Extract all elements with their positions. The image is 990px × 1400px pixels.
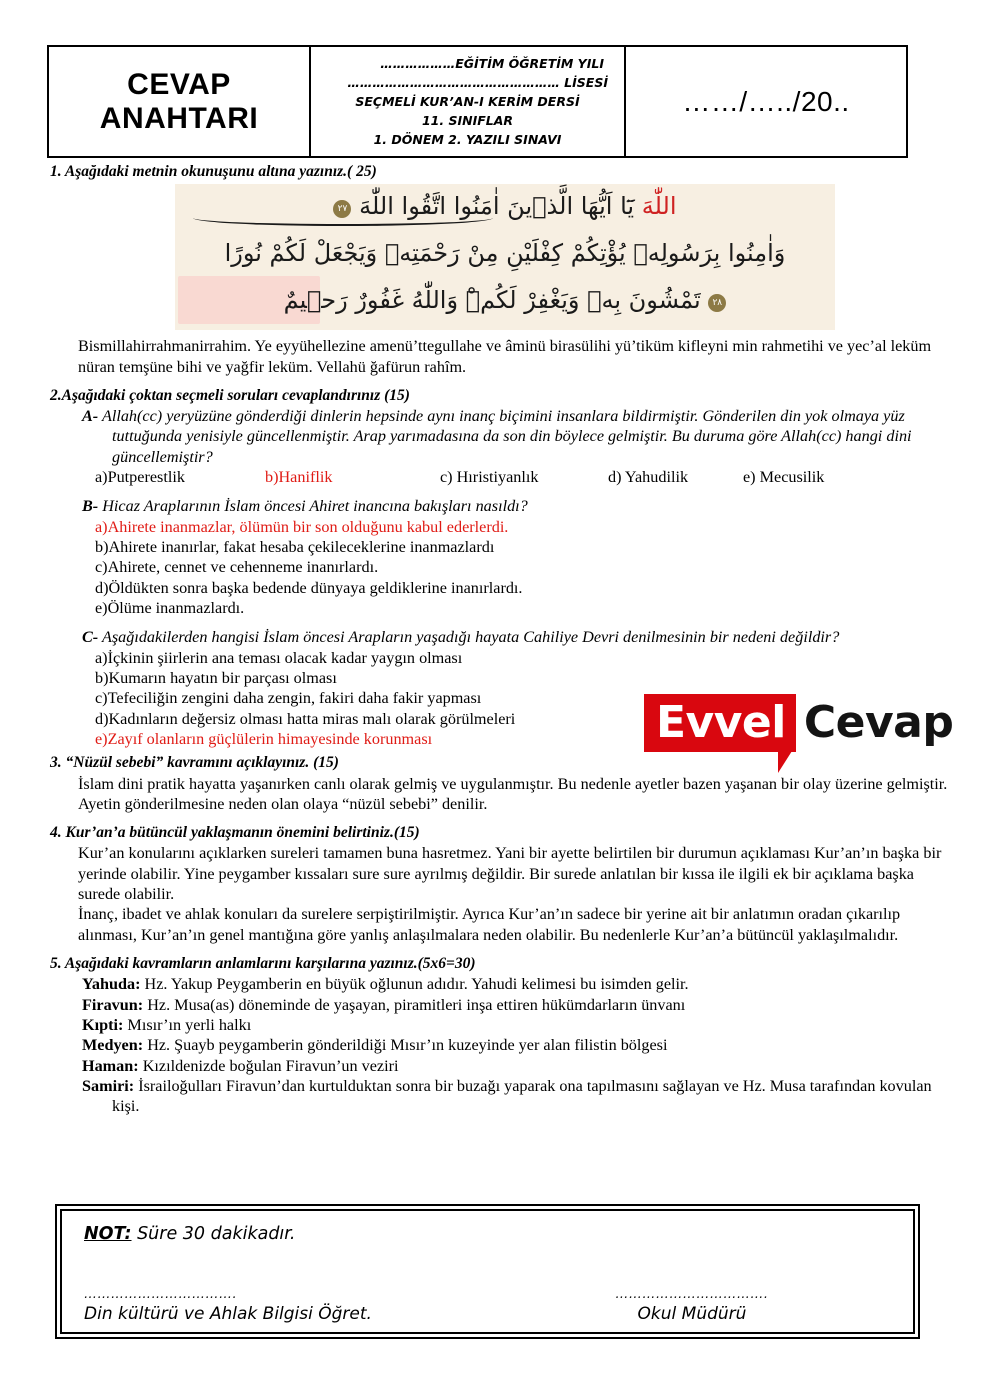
note-label: NOT: bbox=[84, 1224, 132, 1244]
question-2b-option-b[interactable]: b)Ahirete inanırlar, fakat hesaba çekileceklerine inanmazlardı bbox=[95, 538, 495, 557]
question-2b-stem-text: Hicaz Araplarının İslam öncesi Ahiret inancına bakışları nasıldı? bbox=[102, 497, 528, 516]
exam-body bbox=[50, 162, 950, 1117]
evvel-cevap-logo bbox=[644, 694, 974, 774]
signature-principal bbox=[492, 1287, 892, 1324]
exam-title-line-2: ANAHTARI bbox=[99, 101, 259, 135]
question-2a-label: A- bbox=[82, 407, 99, 426]
question-2b-label: B- bbox=[82, 497, 99, 516]
logo-speech-bubble bbox=[644, 694, 796, 752]
glossary-term-firavun: Firavun: bbox=[82, 995, 144, 1014]
logo-word-evvel: Evvel bbox=[656, 697, 786, 748]
glossary-definition-kipti: Mısır’ın yerli halkı bbox=[127, 1015, 252, 1034]
quran-verse-image bbox=[175, 184, 835, 330]
question-2-heading: 2.Aşağıdaki çoktan seçmeli soruları cevaplandırınız (15) bbox=[50, 386, 410, 404]
glossary-definition-medyen: Hz. Şuayb peygamberin gönderildiği Mısır’ın kuzeyinde yer alan filistin bölgesi bbox=[147, 1036, 668, 1055]
question-2c-option-e[interactable]: e)Zayıf olanların güçlülerin himayesinde korunması bbox=[95, 730, 433, 749]
question-2a-stem bbox=[50, 406, 950, 467]
quran-line-3-text: تَمْشُونَ بِه۪ وَيَغْفِرْ لَكُمْۜ وَاللّٰهُ غَفُورٌ رَح۪يمٌ bbox=[283, 286, 701, 315]
glossary-term-haman: Haman: bbox=[82, 1056, 139, 1075]
question-2c-label: C- bbox=[82, 628, 99, 647]
question-2b-option-a[interactable]: a)Ahirete inanmazlar, ölümün bir son olduğunu kabul ederlerdi. bbox=[95, 517, 509, 536]
note-text-line bbox=[84, 1224, 295, 1244]
glossary-item-yahuda bbox=[50, 974, 950, 994]
school-info-line-exam: 1. DÖNEM 2. YAZILI SINAVI bbox=[373, 131, 562, 147]
glossary-item-firavun bbox=[50, 995, 950, 1015]
question-2c-option-a[interactable]: a)İçkinin şiirlerin ana teması olacak kadar yaygın olması bbox=[95, 648, 463, 667]
glossary-term-yahuda: Yahuda: bbox=[82, 975, 141, 994]
school-info-line-grade: 11. SINIFLAR bbox=[421, 112, 514, 128]
school-info-line-school-name: …………………………………………… LİSESİ bbox=[347, 74, 608, 90]
glossary-definition-haman: Kızıldenizde boğulan Firavun’un veziri bbox=[142, 1056, 399, 1075]
glossary-definition-firavun: Hz. Musa(as) döneminde de yaşayan, piramitleri inşa ettiren hükümdarların ünvanı bbox=[147, 995, 686, 1014]
note-box bbox=[60, 1209, 915, 1334]
glossary-item-haman bbox=[50, 1056, 950, 1076]
quran-line-1-text: يَٓا اَيُّهَا الَّذ۪ينَ اٰمَنُوا اتَّقُوا اللّٰهَ bbox=[359, 192, 635, 221]
signature-teacher bbox=[84, 1287, 372, 1324]
glossary-definition-yahuda: Hz. Yakup Peygamberin en büyük oğlunun adıdır. Yahudi kelimesi bu isimden gelir. bbox=[144, 975, 689, 994]
question-2c-stem bbox=[50, 627, 950, 647]
exam-date-cell bbox=[626, 47, 906, 156]
question-4-heading: 4. Kur’an’a bütüncül yaklaşmanın önemini belirtiniz.(15) bbox=[50, 824, 420, 842]
verse-number-27: ٢٧ bbox=[333, 200, 351, 218]
verse-number-28: ٢٨ bbox=[708, 294, 726, 312]
signature-teacher-caption: Din kültürü ve Ahlak Bilgisi Öğret. bbox=[84, 1304, 372, 1324]
question-2c-option-d[interactable]: d)Kadınların değersiz olması hatta miras malı olarak görülmeleri bbox=[95, 709, 516, 728]
question-2c-stem-text: Aşağıdakilerden hangisi İslam öncesi Arapların yaşadığı hayata Cahiliye Devri denilmesinin bir nedeni değildir? bbox=[101, 628, 840, 647]
question-2b-option-c[interactable]: c)Ahirete, cennet ve cehenneme inanırlardı. bbox=[95, 558, 379, 577]
quran-word-allah-1: اللّٰهَ bbox=[641, 192, 677, 221]
question-2a-option-d[interactable]: d) Yahudilik bbox=[608, 468, 689, 487]
question-1-quran-figure bbox=[50, 184, 950, 330]
signature-principal-dots: ……………………………. bbox=[615, 1287, 769, 1302]
school-info-line-course: SEÇMELİ KUR’AN-I KERİM DERSİ bbox=[355, 93, 580, 109]
question-2a-option-c[interactable]: c) Hıristiyanlık bbox=[440, 468, 539, 487]
question-2b-stem bbox=[50, 496, 950, 516]
question-2a-stem-text: Allah(cc) yeryüzüne gönderdiği dinlerin hepsinde aynı inanç biçimini insanlara bildirmiştir. Gönderilen din yok olmaya yüz tuttuğunda yenisiyle güncellenmiştir. Arap yarımadasına da son din böylece gelmiştir. Bu duruma göre Allah(cc) hangi dini güncellemiştir? bbox=[101, 407, 912, 466]
question-1-answer-transliteration: Bismillahirrahmanirrahim. Ye eyyühellezine amenü’ttegullahe ve âminü birasülihi yü’tiküm kifleyni min rahmetihi ve yec’al leküm nüran temşüne bihi ve yağfir leküm. Vellahü ğafürun rahîm. bbox=[78, 337, 932, 376]
exam-header-table bbox=[47, 45, 908, 158]
signature-principal-caption: Okul Müdürü bbox=[637, 1304, 747, 1324]
note-duration-text: Süre 30 dakikadır. bbox=[131, 1224, 296, 1244]
question-2a-option-a[interactable]: a)Putperestlik bbox=[95, 468, 185, 487]
glossary-term-samiri: Samiri: bbox=[82, 1076, 135, 1095]
exam-title-line-1: CEVAP bbox=[127, 67, 231, 101]
question-2c-option-c[interactable]: c)Tefeciliğin zengini daha zengin, fakiri daha fakir yapması bbox=[95, 689, 482, 708]
question-4-answer-paragraph-2: İnanç, ibadet ve ahlak konuları da surelere serpiştirilmiştir. Ayrıca Kur’an’ın sadece bir yerine ait bir anlatımın oradan çıkarılıp alınması, Kur’an’ın genel mantığına göre yanlış anlaşılmalara neden olabilir. Bu nedenlerle Kur’an’a bütüncül yaklaşılmalıdır. bbox=[78, 905, 901, 944]
question-2a-options bbox=[50, 467, 950, 487]
logo-word-cevap: Cevap bbox=[803, 697, 954, 748]
glossary-term-kipti: Kıpti: bbox=[82, 1015, 124, 1034]
question-4-answer-paragraph-1: Kur’an konularını açıklarken sureleri tamamen buna hasretmez. Yani bir ayette belirtilen bir durumun açıklaması Kur’an’ın başka bir yerinde olabilir. Yine peygamber kıssaları sure sure ayrılmış değildir. Bir surede anlatılan bir kıssa ile ilgili ek bir açıklama başka surede olabilir. bbox=[78, 844, 942, 904]
question-2c-option-b[interactable]: b)Kumarın hayatın bir parçası olması bbox=[95, 669, 337, 688]
question-5-heading: 5. Aşağıdaki kavramların anlamlarını karşılarına yazınız.(5x6=30) bbox=[50, 955, 476, 973]
glossary-item-kipti bbox=[50, 1015, 950, 1035]
question-3-heading: 3. “Nüzül sebebi” kavramını açıklayınız. (15) bbox=[50, 754, 339, 772]
exam-title-cell bbox=[49, 47, 311, 156]
school-info-cell bbox=[311, 47, 626, 156]
question-2b-option-d[interactable]: d)Öldükten sonra başka bedende dünyaya geldiklerine inanırlardı. bbox=[95, 578, 523, 597]
quran-line-2: وَاٰمِنُوا بِرَسُولِه۪ يُؤْتِكُمْ كِفْلَيْنِ مِنْ رَحْمَتِه۪ وَيَجْعَلْ لَكُمْ نُورًا bbox=[224, 239, 786, 268]
glossary-term-medyen: Medyen: bbox=[82, 1036, 144, 1055]
exam-date-placeholder: ……/…../20.. bbox=[682, 85, 850, 117]
question-3-answer: İslam dini pratik hayatta yaşanırken canlı olarak gelmiş ve uygulanmıştır. Bu nedenle ayetler bazen yaşanan bir olay üzerine gelmiştir. Ayetin gönderilmesine neden olan olaya “nüzül sebebi” denilir. bbox=[78, 774, 948, 813]
glossary-item-samiri bbox=[50, 1076, 950, 1117]
question-2b-option-e[interactable]: e)Ölüme inanmazlardı. bbox=[95, 599, 245, 618]
school-info-line-academic-year: ………………EĞİTİM ÖĞRETİM YILI bbox=[380, 55, 604, 71]
question-2a-option-b[interactable]: b)Haniflik bbox=[265, 468, 333, 487]
question-2a-option-e[interactable]: e) Mecusilik bbox=[743, 468, 825, 487]
glossary-item-medyen bbox=[50, 1035, 950, 1055]
glossary-definition-samiri: İsrailoğulları Firavun’dan kurtulduktan sonra bir buzağı yaparak ona tapılmasını sağlayan ve Hz. Musa tarafından kovulan kişi. bbox=[112, 1076, 932, 1116]
quran-line-1 bbox=[175, 192, 835, 220]
question-1-heading: 1. Aşağıdaki metnin okunuşunu altına yazınız.( 25) bbox=[50, 163, 377, 180]
logo-bubble-tail-icon bbox=[778, 751, 792, 773]
quran-line-3 bbox=[175, 286, 835, 314]
signature-teacher-dots: ……………………………. bbox=[84, 1287, 238, 1302]
